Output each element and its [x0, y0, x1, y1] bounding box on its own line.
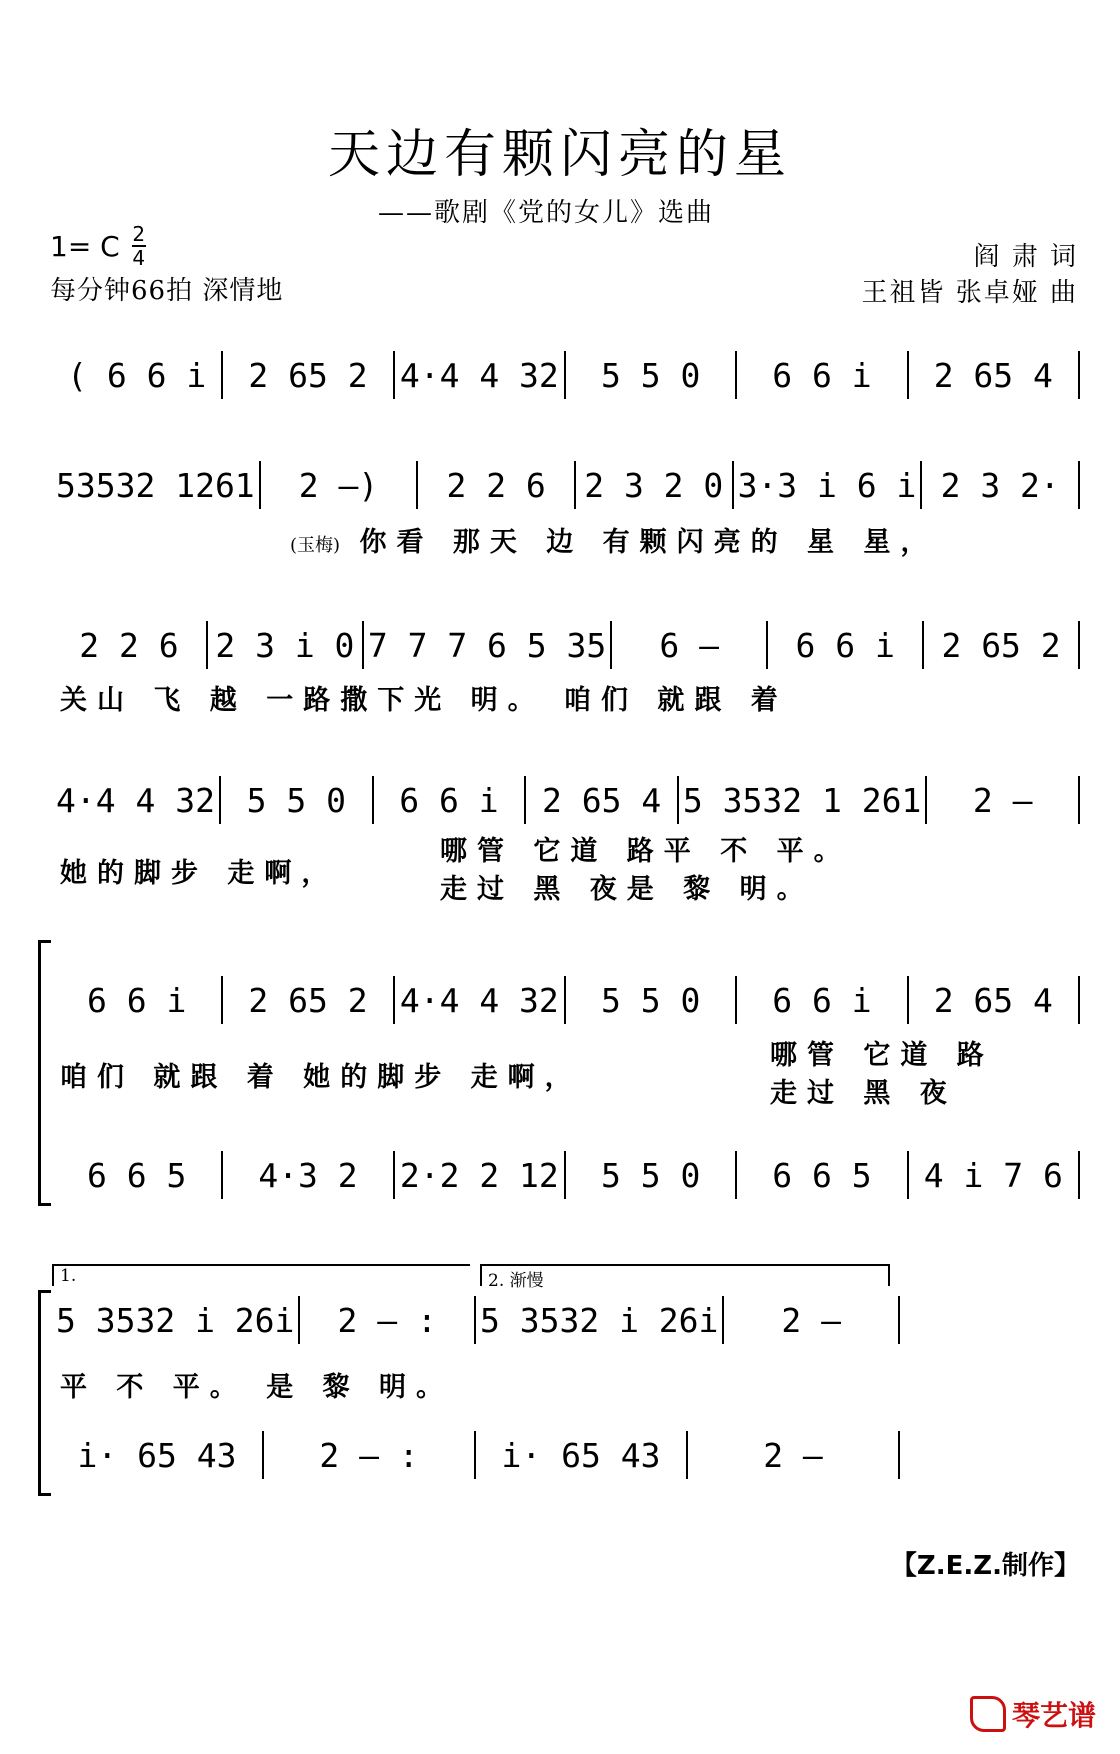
lyrics-row: 平 不 平。 是 黎 明。 — [60, 1372, 453, 1403]
tempo-marking: 每分钟66拍 深情地 — [50, 276, 284, 306]
measure: 4 i 7 6 — [909, 1151, 1080, 1199]
measure: 2 65 2 — [223, 976, 394, 1024]
lyrics-verses — [440, 833, 1080, 909]
measure: i· 65 43 — [52, 1431, 264, 1479]
measure: 6 6 i — [737, 351, 908, 399]
measure: 6 6 5 — [737, 1151, 908, 1199]
time-signature — [132, 224, 146, 268]
measure: i· 65 43 — [476, 1431, 688, 1479]
measure: 5 3532 i 26i — [52, 1296, 300, 1344]
score-line-4 — [0, 775, 1120, 905]
lyrics-verse-2: 走过 黑 夜是 黎 明。 — [440, 874, 814, 905]
volta-first: 1. — [52, 1264, 470, 1286]
measure: 7 7 7 6 5 35 — [364, 621, 612, 669]
key-label: 1= C — [50, 229, 120, 263]
score-line-8 — [0, 1430, 1120, 1500]
measure: 2 65 2 — [223, 351, 394, 399]
measure: 5 5 0 — [566, 1151, 737, 1199]
notes-row — [52, 1430, 900, 1480]
notes-row — [52, 620, 1080, 670]
logo-icon — [970, 1696, 1006, 1732]
measure: 6 – — [612, 621, 768, 669]
notes-row — [52, 1295, 900, 1345]
measure: 6 6 i — [374, 776, 527, 824]
singer-label: (玉梅) — [290, 535, 341, 556]
lyrics-verse-1: 哪管 它道 路平 不 平。 — [440, 836, 851, 867]
composer-credit: 王祖皆 张卓娅 曲 — [861, 278, 1078, 308]
lyrics-verse-1: 哪管 它道 路 — [770, 1040, 994, 1071]
measure: 2·2 2 12 — [395, 1151, 566, 1199]
measure: 6 6 i — [737, 976, 908, 1024]
measure: 2 65 2 — [924, 621, 1080, 669]
measure: 2 – : — [300, 1296, 476, 1344]
measure: 4·3 2 — [223, 1151, 394, 1199]
volta-second: 2. 渐慢 — [480, 1264, 890, 1286]
lyrics-verse-2: 走过 黑 夜 — [770, 1078, 957, 1109]
measure: 2 2 6 — [52, 621, 208, 669]
measure: 5 5 0 — [566, 976, 737, 1024]
notes-row — [52, 1150, 1080, 1200]
score-line-3 — [0, 620, 1120, 716]
measure: 5 5 0 — [566, 351, 737, 399]
measure: 4·4 4 32 — [52, 776, 221, 824]
notes-row — [52, 775, 1080, 825]
measure: 5 3532 1 261 — [679, 776, 927, 824]
measure: 6 6 5 — [52, 1151, 223, 1199]
measure: 2 3 2· — [922, 461, 1080, 509]
measure: 2 – — [927, 776, 1080, 824]
lyrics-verses — [770, 1037, 1080, 1113]
lyrics-row — [290, 520, 1080, 559]
measure: 6 6 i — [768, 621, 924, 669]
measure: 5 3532 i 26i — [476, 1296, 724, 1344]
score-line-2 — [0, 460, 1120, 558]
measure: 2 65 4 — [909, 351, 1080, 399]
measure: 2 2 6 — [418, 461, 576, 509]
score-line-5 — [0, 975, 1120, 1109]
score-line-7 — [0, 1295, 1120, 1403]
measure: 4·4 4 32 — [395, 976, 566, 1024]
lyrics-row: 她的脚步 走啊， — [60, 858, 339, 889]
song-subtitle: ——歌剧《党的女儿》选曲 — [378, 198, 715, 228]
lyrics-text: 你看 那天 边 有颗闪亮的 星 星， — [359, 527, 938, 558]
measure: ( 6 6 i — [52, 351, 223, 399]
meter-top: 2 — [132, 222, 146, 246]
measure: 3·3 i 6 i — [734, 461, 923, 509]
measure: 2 65 4 — [909, 976, 1080, 1024]
score-line-6 — [0, 1150, 1120, 1220]
measure: 2 3 i 0 — [208, 621, 364, 669]
measure: 2 3 2 0 — [576, 461, 734, 509]
logo-text: 琴艺谱 — [1011, 1699, 1096, 1732]
measure: 2 – — [724, 1296, 900, 1344]
score-line-1 — [0, 350, 1120, 420]
measure: 4·4 4 32 — [395, 351, 566, 399]
meter-bottom: 4 — [132, 246, 146, 270]
measure: 2 – : — [264, 1431, 476, 1479]
measure: 6 6 i — [52, 976, 223, 1024]
notes-row — [52, 460, 1080, 510]
measure: 2 – — [688, 1431, 900, 1479]
measure: 5 5 0 — [221, 776, 374, 824]
song-title: 天边有颗闪亮的星 — [327, 125, 792, 185]
notes-row — [52, 350, 1080, 400]
lyricist-credit: 阎 肃 词 — [973, 242, 1078, 272]
lyrics-row: 咱们 就跟 着 她的脚步 走啊， — [60, 1062, 582, 1093]
key-signature — [50, 224, 146, 268]
lyrics-row: 关山 飞 越 一路撒下光 明。 咱们 就跟 着 — [60, 685, 788, 716]
measure: 53532 1261 — [52, 461, 261, 509]
site-logo[interactable] — [970, 1694, 1096, 1734]
measure: 2 65 4 — [526, 776, 679, 824]
notes-row — [52, 975, 1080, 1025]
measure: 2 –) — [261, 461, 419, 509]
maker-credit: 【Z.E.Z.制作】 — [890, 1551, 1080, 1581]
